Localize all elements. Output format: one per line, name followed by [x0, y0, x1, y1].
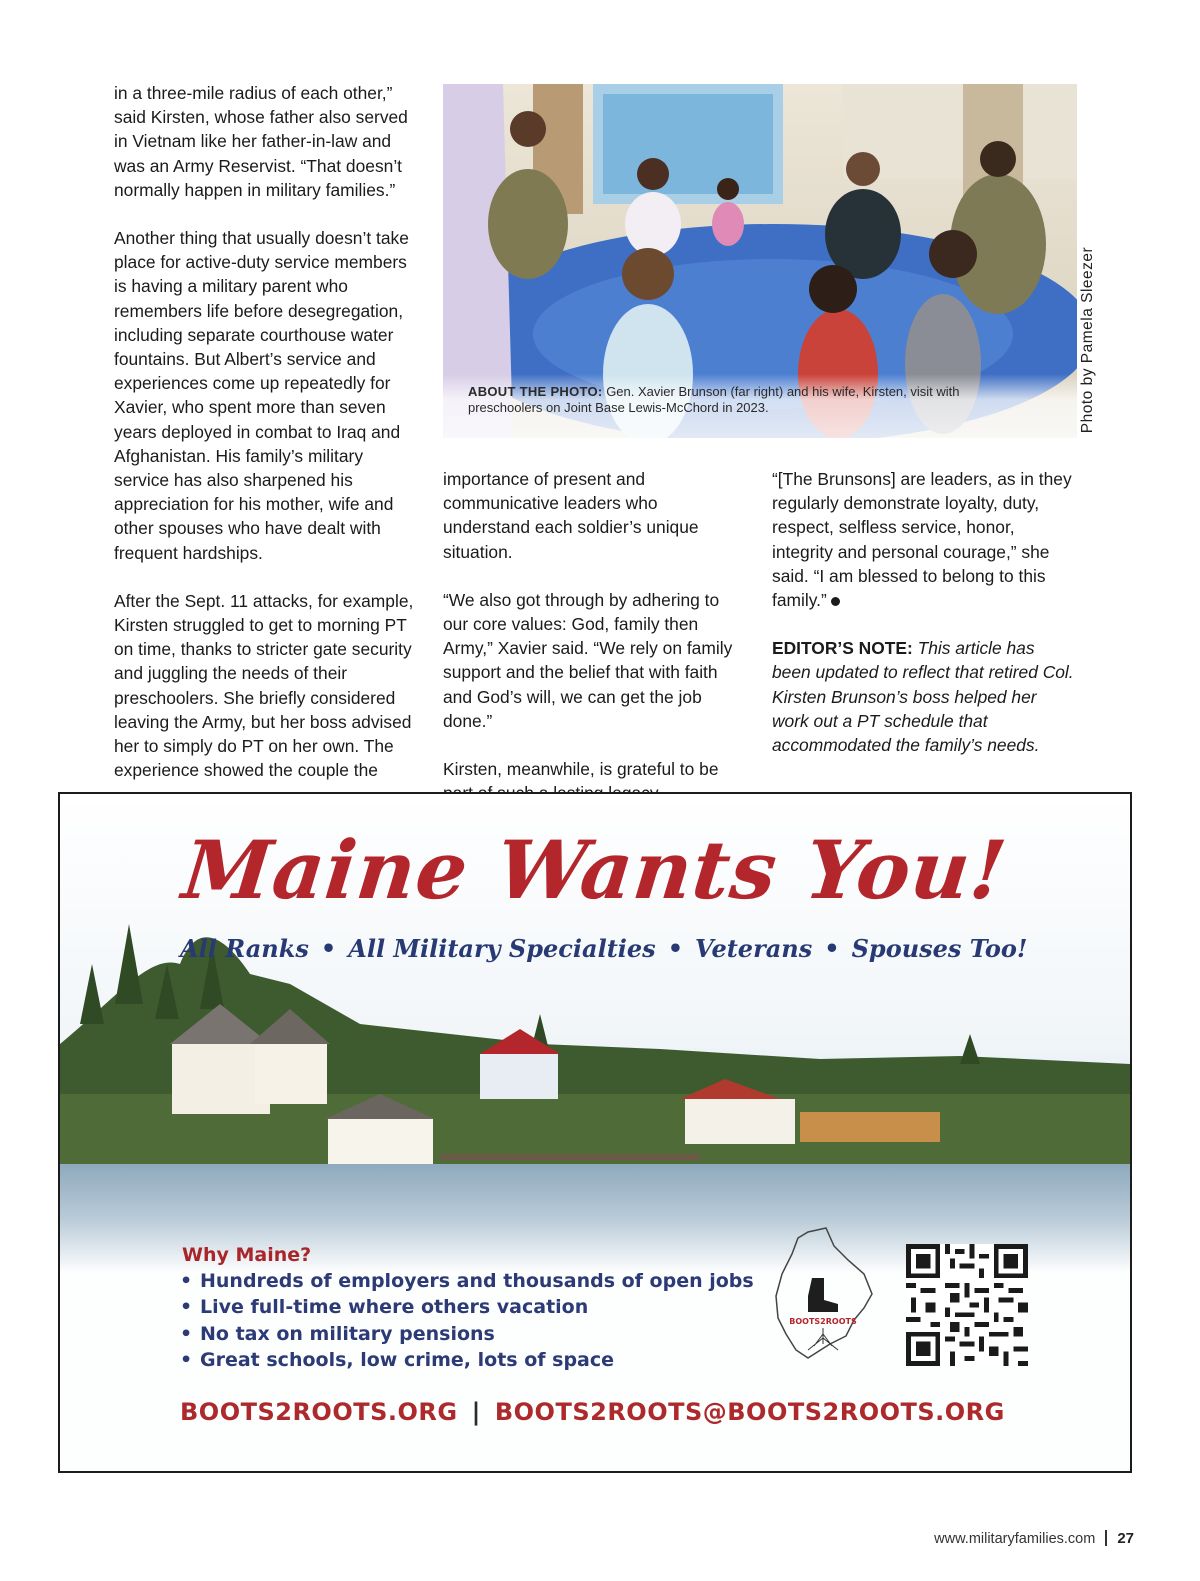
article-paragraph: importance of present and communicative leaders who understand each soldier’s unique situation. [443, 469, 699, 562]
footer-divider [1105, 1530, 1107, 1546]
ad-subhead [180, 934, 1060, 963]
bullet-icon: • [180, 1270, 193, 1292]
bullet-separator: • [320, 934, 337, 963]
bullet-separator: • [667, 934, 684, 963]
photo-credit: Photo by Pamela Sleezer [1079, 246, 1096, 434]
qr-code-icon[interactable] [906, 1244, 1028, 1366]
list-item [180, 1268, 754, 1294]
page-footer [934, 1530, 1134, 1547]
bullet-separator: • [824, 934, 840, 963]
boots2roots-logo [768, 1224, 878, 1364]
list-item-text: Great schools, low crime, lots of space [200, 1348, 615, 1371]
subhead-item: All Military Specialties [348, 934, 656, 963]
site-url[interactable]: www.militaryfamilies.com [934, 1531, 1096, 1547]
bullet-icon: • [180, 1348, 193, 1371]
list-item [180, 1294, 754, 1320]
subhead-item: All Ranks [180, 934, 309, 963]
article-paragraph: Kirsten, meanwhile, is grateful to be [443, 759, 719, 780]
article-paragraph: After the Sept. 11 attacks, for example, Kirsten struggled to get to morning PT on time, thanks to stricter gate security and juggling the needs of their preschoolers. She briefly considered leaving the Army, but her boss advised her to simply do PT on her own. The experience showed the couple the [114, 590, 414, 781]
closing-quote: “[The Brunsons] are leaders, as in they regularly demonstrate loyalty, duty, respect, selfless service, honor, integrity and personal courage,” she said. “I am blessed to belong to this family.” [772, 469, 1072, 611]
page-number: 27 [1117, 1530, 1134, 1547]
why-maine-list [180, 1268, 754, 1373]
photo-caption-label: ABOUT THE PHOTO: [468, 384, 603, 399]
article-column-2 [443, 467, 748, 805]
email-link[interactable]: BOOTS2ROOTS@BOOTS2ROOTS.ORG [494, 1398, 1005, 1426]
bullet-icon: • [180, 1296, 193, 1319]
article-paragraph: in a three-mile radius of each other,” said Kirsten, whose father also served in Vietnam like her father-in-law and was an Army Reservist. “That doesn’t normally happen in military families.” [114, 83, 408, 200]
end-mark-icon [831, 597, 840, 606]
list-item-text: Hundreds of employers and thousands of open jobs [200, 1270, 754, 1292]
website-link[interactable]: BOOTS2ROOTS.ORG [180, 1398, 458, 1426]
article-paragraph: Another thing that usually doesn’t take place for active-duty service members is having a military parent who remembers life before desegregation, including separate courthouse water fountains. But Albert’s service and experiences come up repeatedly for Xavier, who spent more than seven years deployed in combat to Iraq and Afghanistan. His family’s military service has also sharpened his appreciation for his mother, wife and other spouses who have dealt with frequent hardships. [114, 228, 409, 563]
editors-note-label: EDITOR’S NOTE: [772, 638, 913, 659]
bullet-icon: • [180, 1322, 193, 1345]
photo-caption-text: Gen. Xavier Brunson (far right) and his wife, Kirsten, visit with preschoolers on Joint Base Lewis-McChord in 2023. [468, 384, 960, 415]
why-maine-title: Why Maine? [182, 1244, 312, 1266]
logo-text: BOOTS2ROOTS [789, 1317, 857, 1326]
article-paragraph: “We also got through by adhering to our core values: God, family then Army,” Xavier said. “We rely on family support and the belief that with faith and God’s will, we can get the job done.” [443, 589, 733, 731]
editors-note-text: This article has been updated to reflect that retired Col. Kirsten Brunson’s boss helped her work out a PT schedule that accommodated the family’s needs. [772, 638, 1074, 756]
contact-separator: | [471, 1398, 481, 1426]
subhead-item: Veterans [695, 934, 813, 963]
article-column-1 [114, 81, 414, 782]
article-column-3 [772, 467, 1077, 757]
list-item-text: Live full-time where others vacation [200, 1296, 589, 1319]
article-paragraph [772, 467, 1077, 612]
ad-headline: Maine Wants You! [178, 823, 1012, 917]
editors-note [772, 636, 1077, 757]
list-item-text: No tax on military pensions [200, 1322, 495, 1345]
list-item [180, 1347, 754, 1373]
subhead-item: Spouses Too! [851, 934, 1028, 963]
maine-advertisement[interactable] [58, 792, 1132, 1473]
list-item [180, 1321, 754, 1347]
ad-contact-line [180, 1398, 1005, 1426]
photo-caption [468, 384, 988, 415]
